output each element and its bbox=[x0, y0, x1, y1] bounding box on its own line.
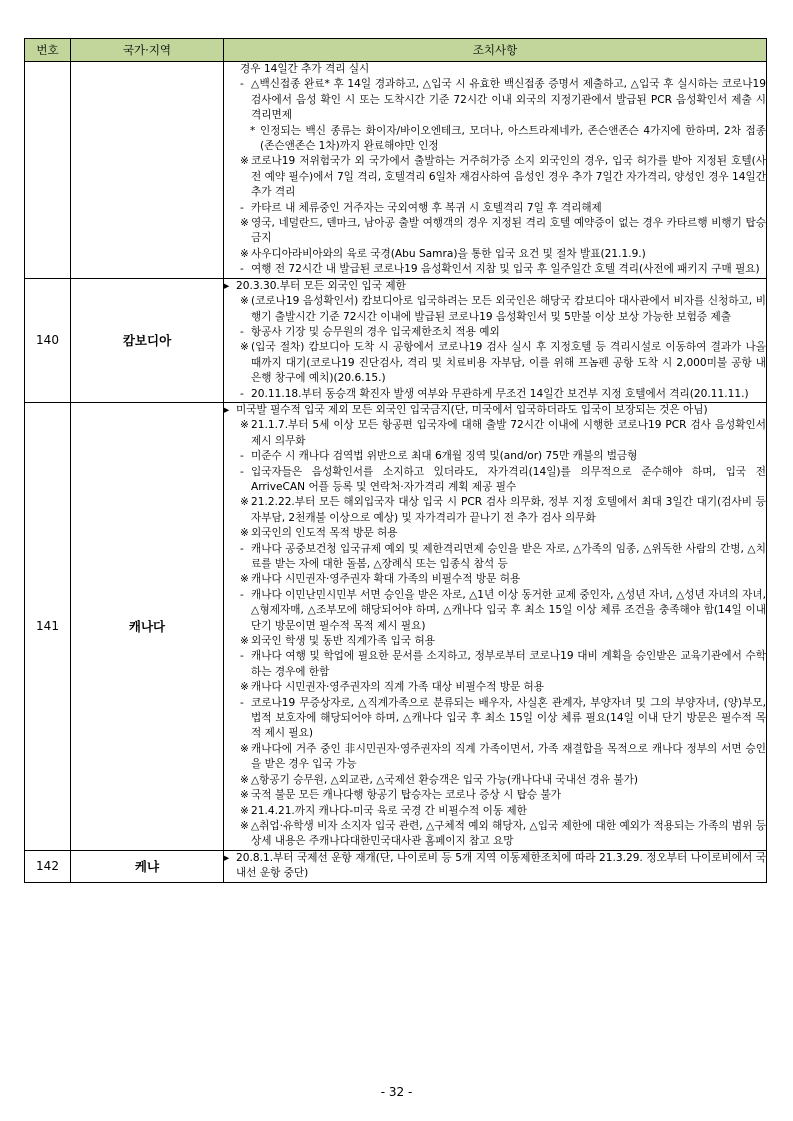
measure-text: △항공기 승무원, △외교관, △국제선 환승객은 입국 가능(캐나다내 국내선 경유 불가) bbox=[251, 773, 638, 786]
measure-text: 코로나19 무증상자로, △직계가족으로 분류되는 배우자, 사실혼 관계자, 부양자녀 및 그의 부양자녀, (양)부모, 법적 보호자에 해당되어야 하며, △캐나다 입국 후 최소 15일 이상 체류 필요(14일 이내 단기 방문은 필수적 목적 제시 필요) bbox=[251, 696, 766, 740]
measure-text: 외국인의 인도적 목적 방문 허용 bbox=[251, 527, 398, 540]
row-number: 142 bbox=[25, 850, 71, 882]
measure-item bbox=[224, 788, 766, 803]
measure-item bbox=[224, 742, 766, 773]
bullet-marker: - bbox=[240, 542, 244, 555]
measure-item bbox=[224, 294, 766, 325]
bullet-marker: ※ bbox=[240, 247, 249, 260]
country-name bbox=[71, 62, 224, 279]
bullet-marker: * bbox=[250, 124, 256, 137]
bullet-marker: ※ bbox=[240, 295, 249, 308]
measure-item bbox=[224, 819, 766, 850]
measure-text: 캐나다 시민권자·영주권자 확대 가족의 비필수적 방문 허용 bbox=[251, 573, 521, 586]
measure-text: 코로나19 저위험국가 외 국가에서 출발하는 거주허가증 소지 외국인의 경우, 입국 허가를 받아 지정된 호텔(사전 예약 필수)에서 7일 격리, 호텔격리 6일차 재검사하여 음성인 경우 추가 7일간 자가격리, 양성인 경우 14일간 추가 격리 bbox=[251, 155, 766, 199]
bullet-marker: ※ bbox=[240, 527, 249, 540]
header-number: 번호 bbox=[25, 39, 71, 62]
measure-item bbox=[224, 325, 766, 340]
measure-item bbox=[224, 279, 766, 294]
measure-text: 캐나다 여행 및 학업에 필요한 문서를 소지하고, 정부로부터 코로나19 대비 계획을 승인받은 교육기관에서 수학하는 경우에 한함 bbox=[251, 650, 766, 678]
measure-text: 경우 14일간 추가 격리 실시 bbox=[240, 63, 370, 75]
measure-item bbox=[224, 804, 766, 819]
bullet-marker: - bbox=[240, 696, 244, 709]
table-row bbox=[25, 62, 767, 279]
measure-item bbox=[224, 465, 766, 496]
measure-item bbox=[224, 124, 766, 155]
bullet-marker: ▸ bbox=[224, 403, 230, 416]
bullet-marker: - bbox=[240, 465, 244, 478]
measure-text: 카타르 내 체류중인 거주자는 국외여행 후 복귀 시 호텔격리 7일 후 격리해제 bbox=[251, 201, 602, 214]
bullet-marker: ※ bbox=[240, 804, 249, 817]
bullet-marker: ※ bbox=[240, 742, 249, 755]
measure-item bbox=[224, 572, 766, 587]
measure-item bbox=[224, 449, 766, 464]
measure-text: 미국발 필수적 입국 제외 모든 외국인 입국금지(단, 미국에서 입국하더라도 입국이 보장되는 것은 아님) bbox=[236, 403, 708, 416]
measure-item bbox=[224, 851, 766, 882]
table-row bbox=[25, 278, 767, 402]
bullet-marker: ▸ bbox=[224, 279, 230, 292]
measure-text: 캐나다에 거주 중인 非시민권자·영주권자의 직계 가족이면서, 가족 재결합을 목적으로 캐나다 정부의 서면 승인을 받은 경우 입국 가능 bbox=[251, 742, 766, 771]
measure-item bbox=[224, 387, 766, 402]
measure-text: 여행 전 72시간 내 발급된 코로나19 음성확인서 지참 및 입국 후 일주일간 호텔 격리(사전에 패키지 구매 필요) bbox=[251, 263, 760, 276]
measure-text: 입국자들은 음성확인서를 소지하고 있더라도, 자가격리(14일)를 의무적으로 준수해야 하며, 입국 전 ArriveCAN 어플 등록 및 연락처·자가격리 계획 제공 필수 bbox=[251, 465, 766, 493]
bullet-marker: ※ bbox=[240, 419, 249, 432]
measure-text: 20.8.1.부터 국제선 운항 재개(단, 나이로비 등 5개 지역 이동제한조치에 따라 21.3.29. 정오부터 나이로비에서 국내선 운항 중단) bbox=[236, 851, 766, 880]
bullet-marker: - bbox=[240, 201, 244, 214]
bullet-marker: - bbox=[240, 78, 244, 91]
row-number bbox=[25, 62, 71, 279]
measure-text: 캐나다 공중보건청 입국규제 예외 및 제한격리면제 승인을 받은 자로, △가족의 임종, △위독한 사람의 간병, △치료를 받는 자에 대한 돌봄, △장례식 또는 입종식 참석 등 bbox=[251, 542, 766, 570]
measure-item bbox=[224, 418, 766, 449]
country-name: 캄보디아 bbox=[71, 278, 224, 402]
bullet-marker: ※ bbox=[240, 217, 249, 230]
row-number: 141 bbox=[25, 402, 71, 850]
measure-text: 국적 불문 모든 캐나다행 항공기 탑승자는 코로나 증상 시 탑승 불가 bbox=[251, 789, 561, 802]
measure-text: 캐나다 이민난민시민부 서면 승인을 받은 자로, △1년 이상 동거한 교제 중인자, △성년 자녀, △성년 자녀의 자녀, △형제자매, △조부모에 해당되어야 하며, △캐나다 입국 후 최소 15일 이상 체류 조건을 충족해야 함(14일 이내 단기 방문이면 필수적 목적 제시 필요) bbox=[251, 588, 766, 632]
measure-item bbox=[224, 495, 766, 526]
bullet-marker: ▸ bbox=[224, 851, 230, 864]
measure-text: 20.3.30.부터 모든 외국인 입국 제한 bbox=[236, 279, 406, 292]
measure-text: △백신접종 완료* 후 14일 경과하고, △입국 시 유효한 백신접종 증명서 제출하고, △입국 후 실시하는 코로나19 검사에서 음성 확인 시 또는 도착시간 기준 72시간 이내 외국의 지정기관에서 발급된 PCR 음성확인서 제출 시 격리면제 bbox=[251, 78, 766, 122]
header-measures: 조치사항 bbox=[224, 39, 767, 62]
measure-item bbox=[224, 216, 766, 247]
measure-item bbox=[224, 262, 766, 277]
table-row bbox=[25, 850, 767, 882]
bullet-marker: ※ bbox=[240, 819, 249, 832]
measure-item bbox=[224, 340, 766, 386]
measure-item bbox=[224, 634, 766, 649]
measure-text: 21.2.22.부터 모든 해외입국자 대상 입국 시 PCR 검사 의무화, 정부 지정 호텔에서 최대 3일간 대기(검사비 등 자부담, 2천캐불 이상으로 예상) 및 자가격리가 끝나기 전 추가 검사 의무화 bbox=[251, 496, 766, 524]
measure-item bbox=[224, 201, 766, 216]
measure-item bbox=[224, 62, 766, 77]
measure-text: 캐나다 시민권자·영주권자의 직계 가족 대상 비필수적 방문 허용 bbox=[251, 681, 545, 694]
measure-item bbox=[224, 649, 766, 680]
measure-item bbox=[224, 526, 766, 541]
measures-cell bbox=[224, 850, 767, 882]
bullet-marker: - bbox=[240, 588, 244, 601]
row-number: 140 bbox=[25, 278, 71, 402]
measure-text: 미준수 시 캐나다 검역법 위반으로 최대 6개월 징역 및(and/or) 75만 캐불의 벌금형 bbox=[251, 450, 638, 463]
country-name: 캐나다 bbox=[71, 402, 224, 850]
bullet-marker: ※ bbox=[240, 573, 249, 586]
page-number: - 32 - bbox=[380, 1085, 413, 1099]
measure-item bbox=[224, 773, 766, 788]
header-country: 국가·지역 bbox=[71, 39, 224, 62]
measures-cell bbox=[224, 402, 767, 850]
measures-cell bbox=[224, 278, 767, 402]
bullet-marker: - bbox=[240, 387, 244, 400]
measure-text: 21.1.7.부터 5세 이상 모든 항공편 입국자에 대해 출발 72시간 이내에 시행한 코로나19 PCR 검사 음성확인서 제시 의무화 bbox=[251, 419, 766, 447]
measure-text: 인정되는 백신 종류는 화이자/바이오엔테크, 모더나, 아스트라제네카, 존슨앤존슨 4가지에 한하며, 2차 접종(존슨앤존슨 1차)까지 완료해야만 인정 bbox=[260, 124, 766, 153]
bullet-marker: ※ bbox=[240, 789, 249, 802]
measure-item bbox=[224, 403, 766, 418]
measure-text: 항공사 기장 및 승무원의 경우 입국제한조치 적용 예외 bbox=[251, 325, 500, 338]
measures-table bbox=[24, 38, 767, 883]
bullet-marker: ※ bbox=[240, 773, 249, 786]
measure-text: 사우디아라비아와의 육로 국경(Abu Samra)을 통한 입국 요건 및 절차 발표(21.1.9.) bbox=[251, 247, 646, 260]
measure-text: (입국 절차) 캄보디아 도착 시 공항에서 코로나19 검사 실시 후 지정호텔 등 격리시설로 이동하여 결과가 나올 때까지 대기(코로나19 진단검사, 격리 및 치료비용 자부담, 이를 위해 프놈펜 공항 도착 시 2,000미불 공항 내 은행 창구에 예치)(20.6.15.) bbox=[251, 341, 766, 385]
measure-item bbox=[224, 77, 766, 123]
measure-item bbox=[224, 542, 766, 573]
measure-text: 외국인 학생 및 동반 직계가족 입국 허용 bbox=[251, 635, 435, 648]
bullet-marker: - bbox=[240, 450, 244, 463]
bullet-marker: ※ bbox=[240, 681, 249, 694]
bullet-marker: - bbox=[240, 650, 244, 663]
measure-text: 21.4.21.까지 캐나다-미국 육로 국경 간 비필수적 이동 제한 bbox=[251, 804, 527, 817]
table-row bbox=[25, 402, 767, 850]
bullet-marker: ※ bbox=[240, 155, 249, 168]
bullet-marker: ※ bbox=[240, 341, 249, 354]
measures-cell bbox=[224, 62, 767, 279]
measure-text: (코로나19 음성확인서) 캄보디아로 입국하려는 모든 외국인은 해당국 캄보디아 대사관에서 비자를 신청하고, 비행기 출발시간 기준 72시간 이내에 발급된 코로나19 음성확인서 및 5만불 이상 보상 가능한 보험증 제출 bbox=[251, 295, 766, 323]
measure-item bbox=[224, 154, 766, 200]
country-name: 케냐 bbox=[71, 850, 224, 882]
bullet-marker: ※ bbox=[240, 496, 249, 509]
bullet-marker: ※ bbox=[240, 635, 249, 648]
measure-text: 20.11.18.부터 동승객 확진자 발생 여부와 무관하게 무조건 14일간 보건부 지정 호텔에서 격리(20.11.11.) bbox=[251, 387, 749, 400]
measure-item bbox=[224, 588, 766, 634]
measure-text: 영국, 네덜란드, 덴마크, 남아공 출발 여행객의 경우 지정된 격리 호텔 예약증이 없는 경우 카타르행 비행기 탑승 금지 bbox=[251, 217, 766, 245]
measure-item bbox=[224, 696, 766, 742]
measure-text: △취업·유학생 비자 소지자 입국 관련, △구체적 예외 해당자, △입국 제한에 대한 예외가 적용되는 가족의 범위 등 상세 내용은 주캐나다대한민국대사관 홈페이지 참고 요망 bbox=[251, 819, 766, 848]
table-header-row bbox=[25, 39, 767, 62]
measure-item bbox=[224, 247, 766, 262]
bullet-marker: - bbox=[240, 263, 244, 276]
measure-item bbox=[224, 680, 766, 695]
bullet-marker: - bbox=[240, 325, 244, 338]
